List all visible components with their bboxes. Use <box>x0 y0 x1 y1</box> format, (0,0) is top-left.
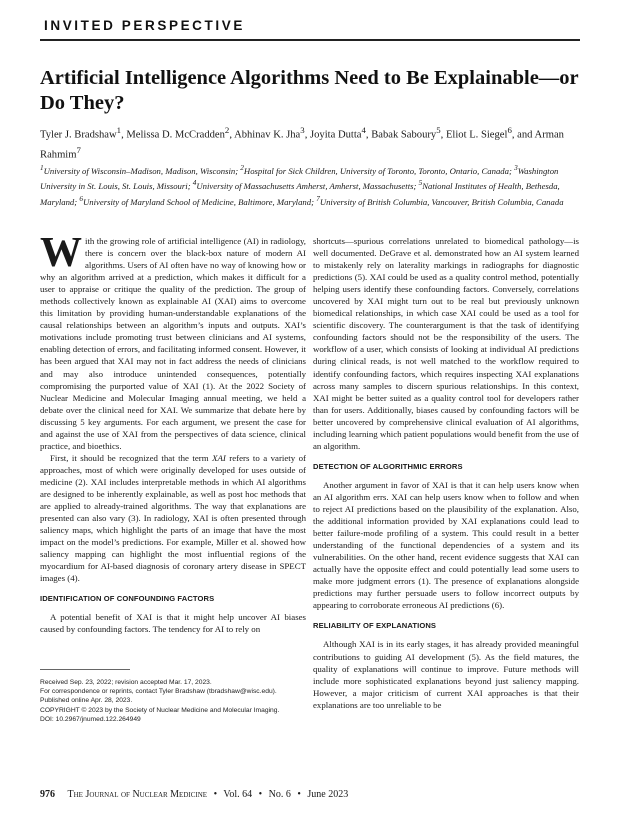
issue-date: June 2023 <box>307 789 349 800</box>
section-heading: DETECTION OF ALGORITHMIC ERRORS <box>313 461 463 471</box>
header-rule <box>40 39 580 41</box>
correspondence-note: For correspondence or reprints, contact Tyler Bradshaw (tbradshaw@wisc.edu). <box>40 688 277 696</box>
paragraph <box>40 230 306 452</box>
doi-note: DOI: 10.2967/jnumed.122.264949 <box>40 715 141 723</box>
affil-sup: 7 <box>316 194 320 203</box>
drop-cap: W <box>40 230 82 276</box>
affiliation: University of British Columbia, Vancouver, British Columbia, Canada <box>319 196 564 207</box>
author: Eliot L. Siegel <box>445 129 508 141</box>
author: Abhinav K. Jha <box>234 129 301 141</box>
author-sup: 7 <box>76 144 81 155</box>
separator: • <box>258 789 263 800</box>
paragraph: shortcuts—spurious correlations unrelated to biomedical pathology—is well documented. DeGrave et al. demonstrated how an AI system learned to mistakenly rely on laterality markings in radiographs for diagnostic predictions (5). XAI could be used as a quality control method, potentially helping users identify these confounding factors. Conversely, correlations uncovered by XAI might turn out to be real but previously unknown biomedical relationships, in which case XAI could be used as a tool for scientific discovery. The counterargument is that the task of identifying confounding factors should not be the responsibility of the users. The workflow of a user, which consists of looking at individual AI predictions during clinical reads, is not well matched to the workflow required to identify confounding factors, which requires inspecting XAI explanations across many samples to discern spurious relationships. In this context, XAI might be better suited as a quality control tool for developers rather than for users. Additionally, biases caused by confounding factors will be better uncovered by comprehensive clinical evaluation of AI algorithms, including learning which patient populations would benefit from the use of an algorithm. <box>313 236 579 451</box>
author: Babak Saboury <box>371 129 437 141</box>
body-column-right <box>313 235 579 711</box>
separator: • <box>213 789 218 800</box>
author-sup: 2 <box>224 125 230 135</box>
affiliations <box>40 162 580 208</box>
affil-sup: 6 <box>79 194 83 203</box>
section-kicker: INVITED PERSPECTIVE <box>44 18 245 33</box>
emphasis-term: XAI <box>212 452 226 463</box>
copyright-note: COPYRIGHT © 2023 by the Society of Nuclear Medicine and Molecular Imaging. <box>40 706 280 714</box>
affil-sup: 3 <box>514 164 518 172</box>
author-sup: 5 <box>436 125 441 135</box>
paragraph-text: First, it should be recognized that the term <box>50 452 213 463</box>
affiliation: University of Maryland School of Medicine, Baltimore, Maryland; <box>82 196 315 207</box>
affiliation: National Institutes of Health, Bethesda, Maryland; <box>40 181 560 207</box>
affiliation: University of Massachusetts Amherst, Amherst, Massachusetts; <box>196 181 417 192</box>
page-footer <box>40 789 580 800</box>
author-sup: 3 <box>300 125 305 135</box>
affil-sup: 1 <box>40 164 44 172</box>
paragraph: Although XAI is in its early stages, it has already provided meaningful contributions to guiding AI development (5). As the field matures, the quality of explanations will continue to improve. Future methods will include more sophisticated explanations beyond just saliency mapping. However, a major criticism of current XAI approaches is that their explanations are too unreliable to be <box>313 639 579 710</box>
journal-name: The Journal of Nuclear Medicine <box>67 789 208 800</box>
paragraph <box>40 452 306 585</box>
footnotes <box>40 678 306 724</box>
author-sup: 1 <box>116 125 122 135</box>
author: Melissa D. McCradden <box>126 129 225 141</box>
author: Arman Rahmim <box>40 129 564 161</box>
published-note: Published online Apr. 28, 2023. <box>40 697 133 705</box>
paragraph-text: refers to a variety of approaches, most of which were originally developed for uses outside of medicine (2). XAI includes interpretable methods in which AI algorithms are designed to be inherently explainable, as well as post hoc methods that are applied to already-trained algorithms. The way that explanations are presented can also vary (3). In radiology, XAI is often presented through saliency maps, which highlight the parts of an image that have the most impact on the model’s predictions. For example, Miller et al. showed how saliency mapping can highlight the most influential regions of the myocardium for AI-based diagnosis of coronary artery disease in SPECT images (4). <box>40 452 306 584</box>
separator: • <box>297 789 301 800</box>
affiliation: Hospital for Sick Children, University of Toronto, Toronto, Ontario, Canada; <box>243 165 512 176</box>
authors-and: and <box>517 129 533 141</box>
affil-sup: 4 <box>192 179 197 188</box>
affil-sup: 5 <box>418 179 423 188</box>
volume: Vol. 64 <box>223 789 253 800</box>
author-sup: 4 <box>361 125 366 135</box>
section-heading: RELIABILITY OF EXPLANATIONS <box>313 621 437 631</box>
received-note: Received Sep. 23, 2022; revision accepted Mar. 17, 2023. <box>40 679 212 686</box>
paragraph-text: ith the growing role of artificial intelligence (AI) in radiology, there is concern over the black-box nature of modern AI algorithms. Users of AI often have no way of knowing how or why an algorithm arrived at a prediction, which makes it difficult for a user to appraise or critique the quality of the prediction. The group of methods collectively known as explainable AI (XAI) aims to overcome this limitation by providing human-understandable explanations of the causal relationships between an algorithm’s inputs and outputs. XAI’s motivations include promoting trust between clinicians and AI systems, enabling detection of errors, and facilitating informed consent. However, it has been argued that XAI may not in fact address the needs of clinicians and may also introduce unintended consequences, potentially compromising the purported value of XAI (1). At the 2022 Society of Nuclear Medicine and Molecular Imaging annual meeting, we held a debate over the clinical need for XAI. We summarize that debate here by discussing 5 key arguments. For each argument, we present the case for and against the use of XAI from the perspectives of data science, clinical practice, and bioethics. <box>40 236 306 451</box>
body-column-left <box>40 230 306 636</box>
affiliation: Washington University in St. Louis, St. Louis, Missouri; <box>40 165 559 192</box>
article-title: Artificial Intelligence Algorithms Need to Be Explainable—or Do They? <box>40 67 579 114</box>
author: Tyler J. Bradshaw <box>40 129 117 141</box>
author-list: Tyler J. Bradshaw$^1$, Melissa D. McCradden$^2$, Abhinav K. Jha$^3$, Joyita Dutta$^4$, Babak Saboury$^5$, Eliot L. Siegel$^6$, and Arman Rahmim$^7$ <box>40 125 564 161</box>
author-sup: 6 <box>507 125 512 135</box>
affiliation: University of Wisconsin–Madison, Madison, Wisconsin; <box>43 165 239 176</box>
paragraph: A potential benefit of XAI is that it might help uncover AI biases caused by confounding factors. The tendency for AI to rely on <box>40 612 306 635</box>
paragraph: Another argument in favor of XAI is that it can help users know when an AI algorithm errs. XAI can help users know when to follow and when to reject AI predictions based on the plausibility of the explanation. Also, the additional information provided by XAI explanations could lead to better failure-mode profiling of a system. This could result in a better understanding of the functional dependencies of a system and its vulnerabilities. On the other hand, recent evidence suggests that XAI can actually have the opposite effect and could potentially lead some users to make more judgment errors (1). The presence of explanations alongside predictions may further persuade users to follow incorrect outputs by appearing to corroborate erroneous AI predictions (6). <box>313 479 579 611</box>
issue: No. 6 <box>268 789 291 800</box>
section-heading: IDENTIFICATION OF CONFOUNDING FACTORS <box>40 594 215 604</box>
footnote-rule <box>40 669 130 670</box>
page-number: 976 <box>40 789 55 800</box>
affil-sup: 2 <box>240 164 244 172</box>
author: Joyita Dutta <box>309 129 362 141</box>
